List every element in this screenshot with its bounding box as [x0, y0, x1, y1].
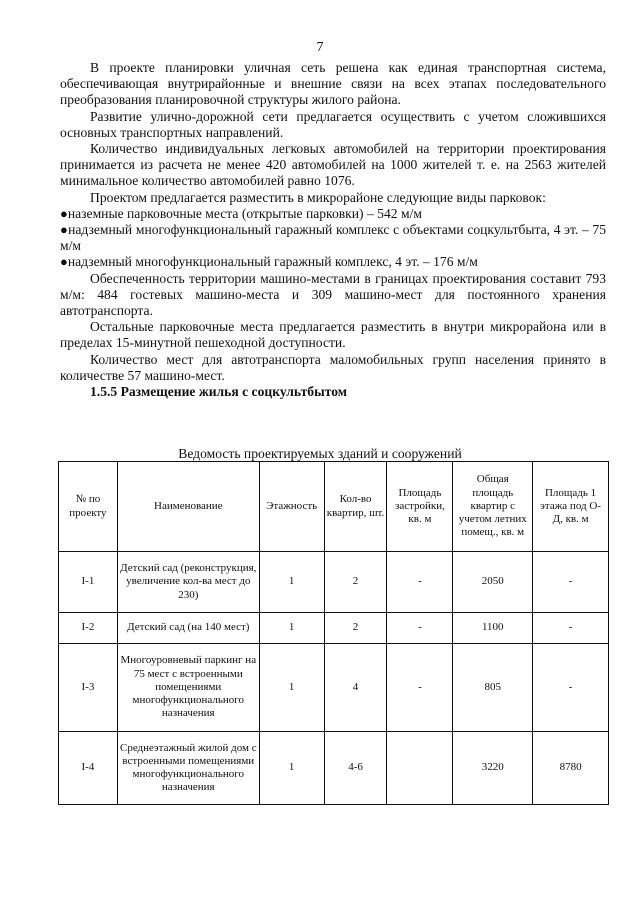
- cell-total-area: 1100: [453, 613, 533, 644]
- cell-floors: 1: [259, 613, 324, 644]
- header-built-area: Площадь застройки, кв. м: [387, 462, 453, 552]
- header-first-floor-area: Площадь 1 этажа под О-Д, кв. м: [533, 462, 609, 552]
- table-row: [59, 732, 609, 805]
- cell-built-area: -: [387, 613, 453, 644]
- paragraph: Количество мест для автотранспорта маломобильных групп населения принято в количестве 57 машино-мест.: [60, 351, 606, 383]
- bullet-icon: ●: [60, 254, 68, 270]
- header-name: Наименование: [117, 462, 259, 552]
- paragraph: Количество индивидуальных легковых автомобилей на территории проектирования принимается из расчета не менее 420 автомобилей на 1000 жителей т. е. на 2563 жителей минимальное количество автомобилей равно 1076.: [60, 141, 606, 189]
- cell-project-number: I-4: [59, 732, 118, 805]
- table-row: [59, 552, 609, 613]
- cell-apartments: 2: [324, 613, 387, 644]
- page-number: 7: [316, 40, 324, 55]
- header-total-area: Общая площадь квартир с учетом летних помещ., кв. м: [453, 462, 533, 552]
- table-caption: Ведомость проектируемых зданий и сооружений: [178, 446, 462, 461]
- cell-built-area: -: [387, 552, 453, 613]
- cell-total-area: 805: [453, 644, 533, 732]
- cell-built-area: [387, 732, 453, 805]
- paragraph: Обеспеченность территории машино-местами в границах проектирования составит 793 м/м: 484 гостевых машино-места и 309 машино-мест для постоянного хранения автотранспорта.: [60, 270, 606, 319]
- cell-first-floor-area: -: [533, 644, 609, 732]
- cell-name: Среднеэтажный жилой дом с встроенными помещениями многофункционального назначения: [117, 732, 259, 805]
- cell-name: Детский сад (на 140 мест): [117, 613, 259, 644]
- bullet-item: [60, 254, 606, 270]
- cell-project-number: I-3: [59, 644, 118, 732]
- cell-project-number: I-1: [59, 552, 118, 613]
- bullet-icon: ●: [60, 205, 68, 221]
- cell-name: Многоуровневый паркинг на 75 мест с встроенными помещениями многофункционального назначения: [117, 644, 259, 732]
- cell-first-floor-area: -: [533, 613, 609, 644]
- paragraph: Развитие улично-дорожной сети предлагается осуществить с учетом сложившихся основных транспортных направлений.: [60, 108, 606, 140]
- bullet-item: [60, 222, 606, 254]
- header-floors: Этажность: [259, 462, 324, 552]
- cell-floors: 1: [259, 644, 324, 732]
- cell-total-area: 2050: [453, 552, 533, 613]
- cell-total-area: 3220: [453, 732, 533, 805]
- header-project-number: № по проекту: [59, 462, 118, 552]
- cell-first-floor-area: 8780: [533, 732, 609, 805]
- cell-apartments: 4: [324, 644, 387, 732]
- cell-apartments: 2: [324, 552, 387, 613]
- cell-floors: 1: [259, 732, 324, 805]
- bullet-text: надземный многофункциональный гаражный комплекс, 4 эт. – 176 м/м: [67, 254, 478, 270]
- cell-apartments: 4-6: [324, 732, 387, 805]
- table-header-row: [59, 462, 609, 552]
- bullet-icon: ●: [60, 222, 69, 238]
- paragraph: В проекте планировки уличная сеть решена как единая транспортная система, обеспечивающая внутрирайонные и внешние связи на всех этапах последовательного преобразования планировочной структуры жилого района.: [60, 60, 606, 108]
- cell-first-floor-area: -: [533, 552, 609, 613]
- cell-project-number: I-2: [59, 613, 118, 644]
- header-apartments: Кол-во квартир, шт.: [324, 462, 387, 552]
- paragraph: Проектом предлагается разместить в микрорайоне следующие виды парковок:: [90, 189, 546, 205]
- cell-floors: 1: [259, 552, 324, 613]
- cell-name: Детский сад (реконструкция, увеличение кол-ва мест до 230): [117, 552, 259, 613]
- table-row: [59, 644, 609, 732]
- body-text: [60, 60, 606, 400]
- bullet-item: [60, 206, 606, 222]
- table-row: [59, 613, 609, 644]
- cell-built-area: -: [387, 644, 453, 732]
- buildings-table: [58, 461, 609, 805]
- section-heading: 1.5.5 Размещение жилья с соцкультбытом: [90, 384, 347, 400]
- bullet-text: надземный многофункциональный гаражный комплекс с объектами соцкультбыта, 4 эт. – 75 м/м: [60, 222, 607, 254]
- bullet-text: наземные парковочные места (открытые парковки) – 542 м/м: [67, 205, 422, 221]
- paragraph: Остальные парковочные места предлагается разместить в внутри микрорайона или в пределах 15-минутной пешеходной доступности.: [60, 319, 606, 351]
